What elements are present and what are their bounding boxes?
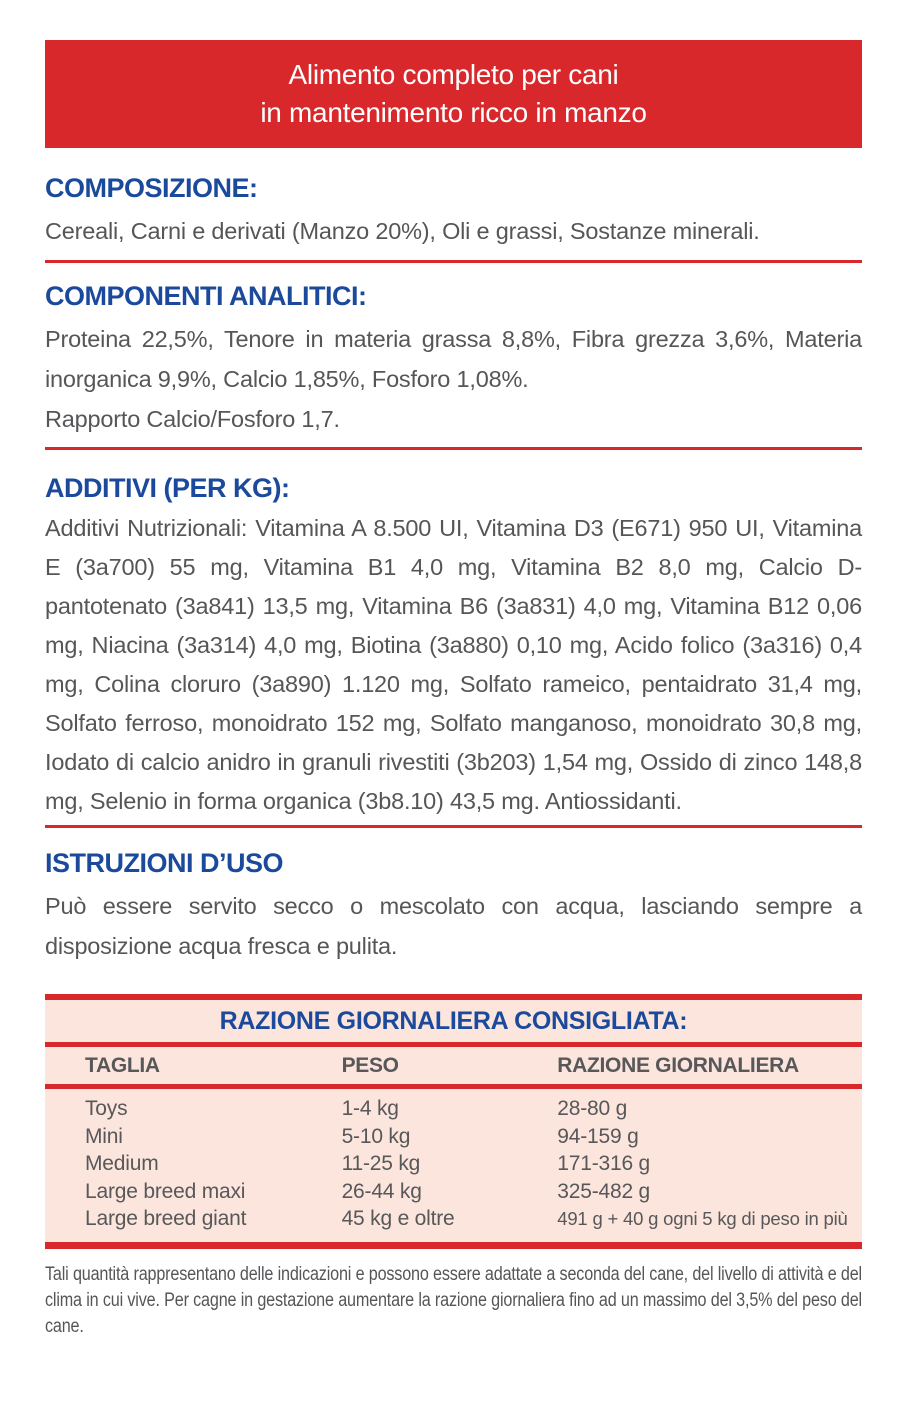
composizione-body: Cereali, Carni e derivati (Manzo 20%), Oli e grassi, Sostanze minerali. [45, 218, 760, 244]
cell-taglia: Large breed giant [85, 1207, 247, 1230]
cell-razione: 491 g + 40 g ogni 5 kg di peso in più [557, 1208, 848, 1229]
table-title: RAZIONE GIORNALIERA CONSIGLIATA: [219, 1007, 688, 1035]
componenti-rapporto: Rapporto Calcio/Fosforo 1,7. [45, 406, 340, 432]
cell-taglia: Medium [85, 1152, 159, 1175]
cell-taglia: Toys [85, 1097, 128, 1120]
table-row [45, 1150, 862, 1178]
table-row [45, 1095, 862, 1123]
cell-taglia: Mini [85, 1124, 123, 1148]
cell-razione: 28-80 g [557, 1097, 628, 1120]
cell-taglia: Large breed maxi [85, 1179, 246, 1203]
column-header-razione: RAZIONE GIORNALIERA [557, 1054, 799, 1077]
table-header-row [45, 1047, 862, 1084]
column-header-taglia: TAGLIA [85, 1054, 160, 1077]
table-row [45, 1123, 862, 1151]
section-additivi [45, 473, 862, 821]
pet-food-label [0, 40, 907, 1340]
cell-peso: 45 kg e oltre [341, 1207, 455, 1230]
additivi-body: Additivi Nutrizionali: Vitamina A 8.500 UI, Vitamina D3 (E671) 950 UI, Vitamina E (3a700) 55 mg, Vitamina B1 4,0 mg, Vitamina B2 8,0 mg, Calcio D-pantotenato (3a841) 13,5 mg, Vitamina B6 (3a831) 4,0 mg, Vitamina B12 0,06 mg, Niacina (3a314) 4,0 mg, Biotina (3a880) 0,10 mg, Acido folico (3a316) 0,4 mg, Colina cloruro (3a890) 1.120 mg, Solfato rameico, pentaidrato 31,4 mg, Solfato ferroso, monoidrato 152 mg, Solfato manganoso, monoidrato 30,8 mg, Iodato di calcio anidro in granuli rivestiti (3b203) 1,54 mg, Ossido di zinco 148,8 mg, Selenio in forma organica (3b8.10) 43,5 mg. Antiossidanti. [45, 515, 862, 814]
section-divider [45, 447, 862, 450]
cell-peso: 5-10 kg [341, 1124, 411, 1148]
section-divider [45, 260, 862, 263]
footnote: Tali quantità rappresentano delle indicazioni e possono essere adattate a seconda del cane, del livello di attività e del clima in cui vive. Per cagne in gestazione aumentare la razione giornaliera fino ad un massimo del 3,5% del peso del cane. [45, 1263, 862, 1337]
section-istruzioni [45, 848, 862, 966]
cell-razione: 171-316 g [557, 1152, 651, 1175]
cell-peso: 1-4 kg [341, 1097, 399, 1120]
section-composizione [45, 173, 862, 251]
table-row [45, 1205, 862, 1233]
componenti-heading: COMPONENTI ANALITICI: [45, 281, 367, 311]
cell-peso: 26-44 kg [341, 1179, 422, 1203]
cell-razione: 94-159 g [557, 1124, 639, 1148]
composizione-heading: COMPOSIZIONE: [45, 173, 258, 203]
product-banner [45, 40, 862, 148]
daily-ration-table [45, 994, 862, 1249]
cell-razione: 325-482 g [557, 1179, 651, 1203]
banner-line1: Alimento completo per cani [288, 59, 619, 90]
istruzioni-body: Può essere servito secco o mescolato con acqua, lasciando sempre a disposizione acqua fresca e pulita. [45, 893, 862, 959]
cell-peso: 11-25 kg [341, 1152, 421, 1175]
section-componenti-analitici [45, 281, 862, 439]
column-header-peso: PESO [341, 1054, 399, 1077]
table-body [45, 1089, 862, 1242]
table-row [45, 1178, 862, 1206]
componenti-body: Proteina 22,5%, Tenore in materia grassa 8,8%, Fibra grezza 3,6%, Materia inorganica 9,9%, Calcio 1,85%, Fosforo 1,08%. [45, 326, 862, 392]
banner-line2: in mantenimento ricco in manzo [260, 97, 647, 128]
section-divider [45, 825, 862, 828]
additivi-heading: ADDITIVI (PER KG): [45, 473, 290, 503]
istruzioni-heading: ISTRUZIONI D’USO [45, 848, 284, 878]
